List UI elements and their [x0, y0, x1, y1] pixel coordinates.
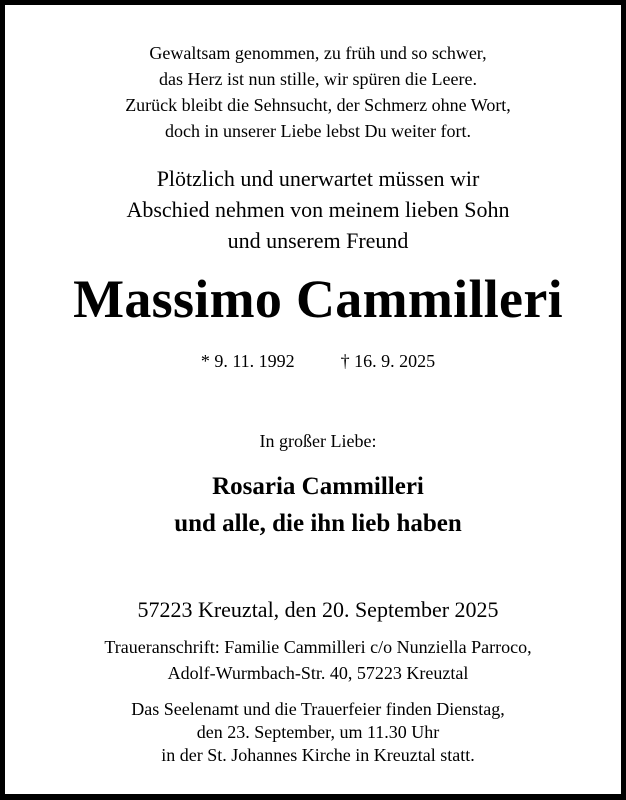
- mourning-address: [5, 634, 626, 686]
- death-date: † 16. 9. 2025: [340, 351, 436, 371]
- poem-line: doch in unserer Liebe lebst Du weiter fort.: [165, 121, 471, 141]
- announcement-line: Abschied nehmen von meinem lieben Sohn: [126, 197, 510, 222]
- place-and-date: 57223 Kreuztal, den 20. September 2025: [137, 597, 499, 622]
- deceased-name: Massimo Cammilleri: [73, 269, 563, 329]
- birth-date: * 9. 11. 1992: [200, 351, 295, 371]
- service-line: den 23. September, um 11.30 Uhr: [196, 722, 440, 742]
- service-line: Das Seelenamt und die Trauerfeier finden Dienstag,: [131, 699, 505, 719]
- address-line: Traueranschrift: Familie Cammilleri c/o Nunziella Parroco,: [104, 637, 532, 657]
- service-line: in der St. Johannes Kirche in Kreuztal statt.: [161, 745, 475, 765]
- poem-line: Gewaltsam genommen, zu früh und so schwer,: [149, 43, 487, 63]
- love-line: In großer Liebe:: [259, 431, 377, 451]
- mourner-line: und alle, die ihn lieb haben: [174, 510, 462, 537]
- announcement-line: Plötzlich und unerwartet müssen wir: [156, 166, 480, 191]
- mourner-line: Rosaria Cammilleri: [212, 473, 424, 500]
- announcement-line: und unserem Freund: [227, 228, 409, 253]
- poem-line: das Herz ist nun stille, wir spüren die Leere.: [159, 69, 477, 89]
- death-announcement: [5, 163, 626, 256]
- mourners: [5, 468, 626, 542]
- life-dates: [5, 348, 626, 374]
- service-details: [5, 698, 626, 767]
- address-line: Adolf-Wurmbach-Str. 40, 57223 Kreuztal: [167, 663, 469, 683]
- memorial-poem: [5, 40, 626, 144]
- poem-line: Zurück bleibt die Sehnsucht, der Schmerz ohne Wort,: [125, 95, 511, 115]
